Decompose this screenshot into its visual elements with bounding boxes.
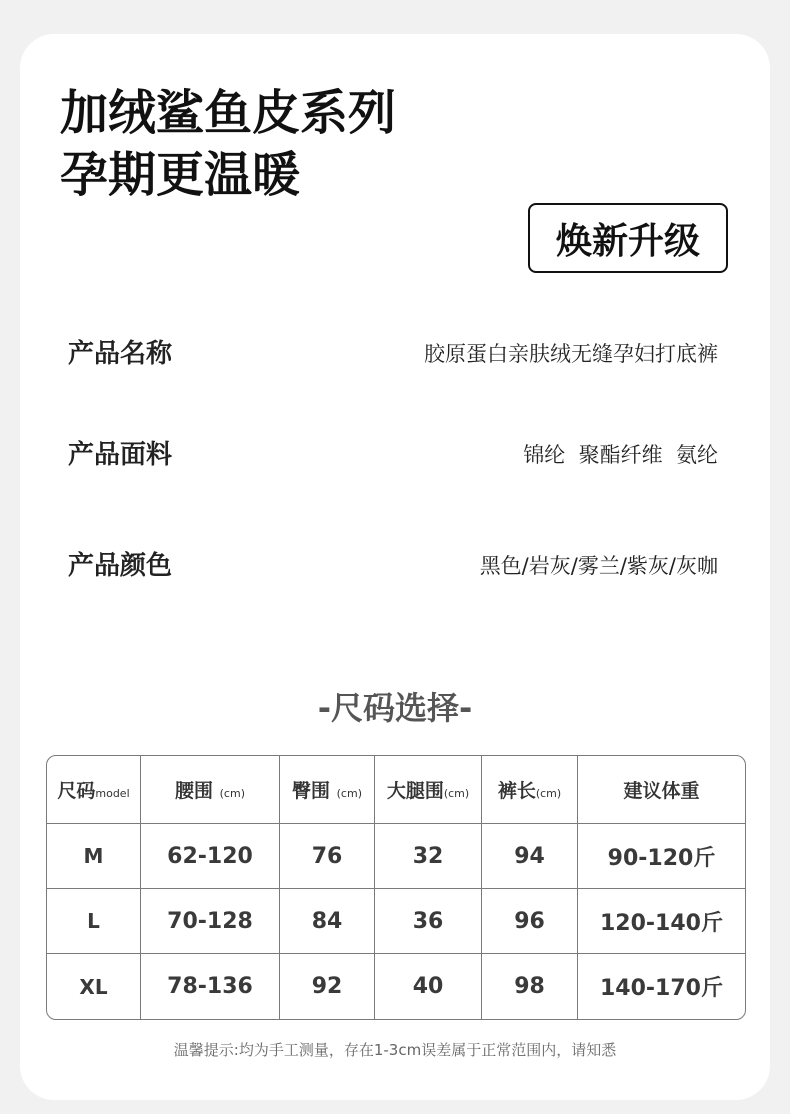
table-cell-thigh: 40 (375, 954, 482, 1019)
column-name: 裤长 (497, 780, 536, 802)
table-cell-length: 94 (482, 824, 578, 889)
column-header-thigh (375, 756, 482, 824)
table-row (47, 889, 745, 954)
info-label: 产品面料 (68, 440, 173, 470)
column-unit: (cm) (443, 787, 470, 800)
table-cell-length: 96 (482, 889, 578, 954)
column-header-length (482, 756, 578, 824)
measurement-note: 温馨提示:均为手工测量，存在1-3cm误差属于正常范围内，请知悉 (173, 1041, 617, 1059)
column-name: 臀围 (292, 780, 331, 802)
column-header-weight (578, 756, 745, 824)
column-unit: (cm) (336, 787, 362, 800)
column-name: 腰围 (175, 780, 214, 802)
info-label: 产品颜色 (68, 551, 173, 581)
table-header-row (47, 756, 745, 824)
table-cell-size: L (47, 889, 141, 954)
title-line-2: 孕期更温暖 (60, 147, 301, 203)
table-cell-waist: 70-128 (141, 889, 280, 954)
page-title (60, 82, 396, 206)
table-cell-thigh: 32 (375, 824, 482, 889)
table-row (47, 824, 745, 889)
info-value: 黑色/岩灰/雾兰/紫灰/灰咖 (479, 554, 718, 578)
info-value: 锦纶 聚酯纤维 氨纶 (523, 443, 718, 467)
table-cell-waist: 62-120 (141, 824, 280, 889)
column-name: 大腿围 (386, 780, 444, 802)
column-name: 尺码 (57, 780, 96, 802)
column-header-size (47, 756, 141, 824)
column-header-hip (280, 756, 375, 824)
table-cell-hip: 92 (280, 954, 375, 1019)
size-section-heading: -尺码选择- (317, 689, 473, 727)
table-cell-thigh: 36 (375, 889, 482, 954)
column-unit: (cm) (535, 787, 562, 800)
info-row-product-name (68, 334, 718, 374)
info-label: 产品名称 (68, 339, 173, 369)
column-unit: model (95, 787, 130, 800)
upgrade-badge: 焕新升级 (528, 203, 728, 273)
column-unit: (cm) (219, 787, 245, 800)
size-table (46, 755, 746, 1020)
table-cell-hip: 76 (280, 824, 375, 889)
table-cell-weight: 90-120斤 (578, 824, 745, 889)
table-cell-hip: 84 (280, 889, 375, 954)
column-name: 建议体重 (623, 780, 700, 802)
table-cell-length: 98 (482, 954, 578, 1019)
table-cell-weight: 140-170斤 (600, 976, 723, 1001)
table-cell-size: M (47, 824, 141, 889)
info-value: 胶原蛋白亲肤绒无缝孕妇打底裤 (424, 342, 718, 366)
info-row-material (68, 435, 718, 475)
column-header-waist (141, 756, 280, 824)
table-cell-size: XL (47, 954, 141, 1019)
info-row-colors (68, 546, 718, 586)
table-cell-waist: 78-136 (141, 954, 280, 1019)
title-line-1: 加绒鲨鱼皮系列 (60, 85, 397, 141)
table-cell-weight: 120-140斤 (578, 889, 745, 954)
table-row (47, 954, 745, 1019)
